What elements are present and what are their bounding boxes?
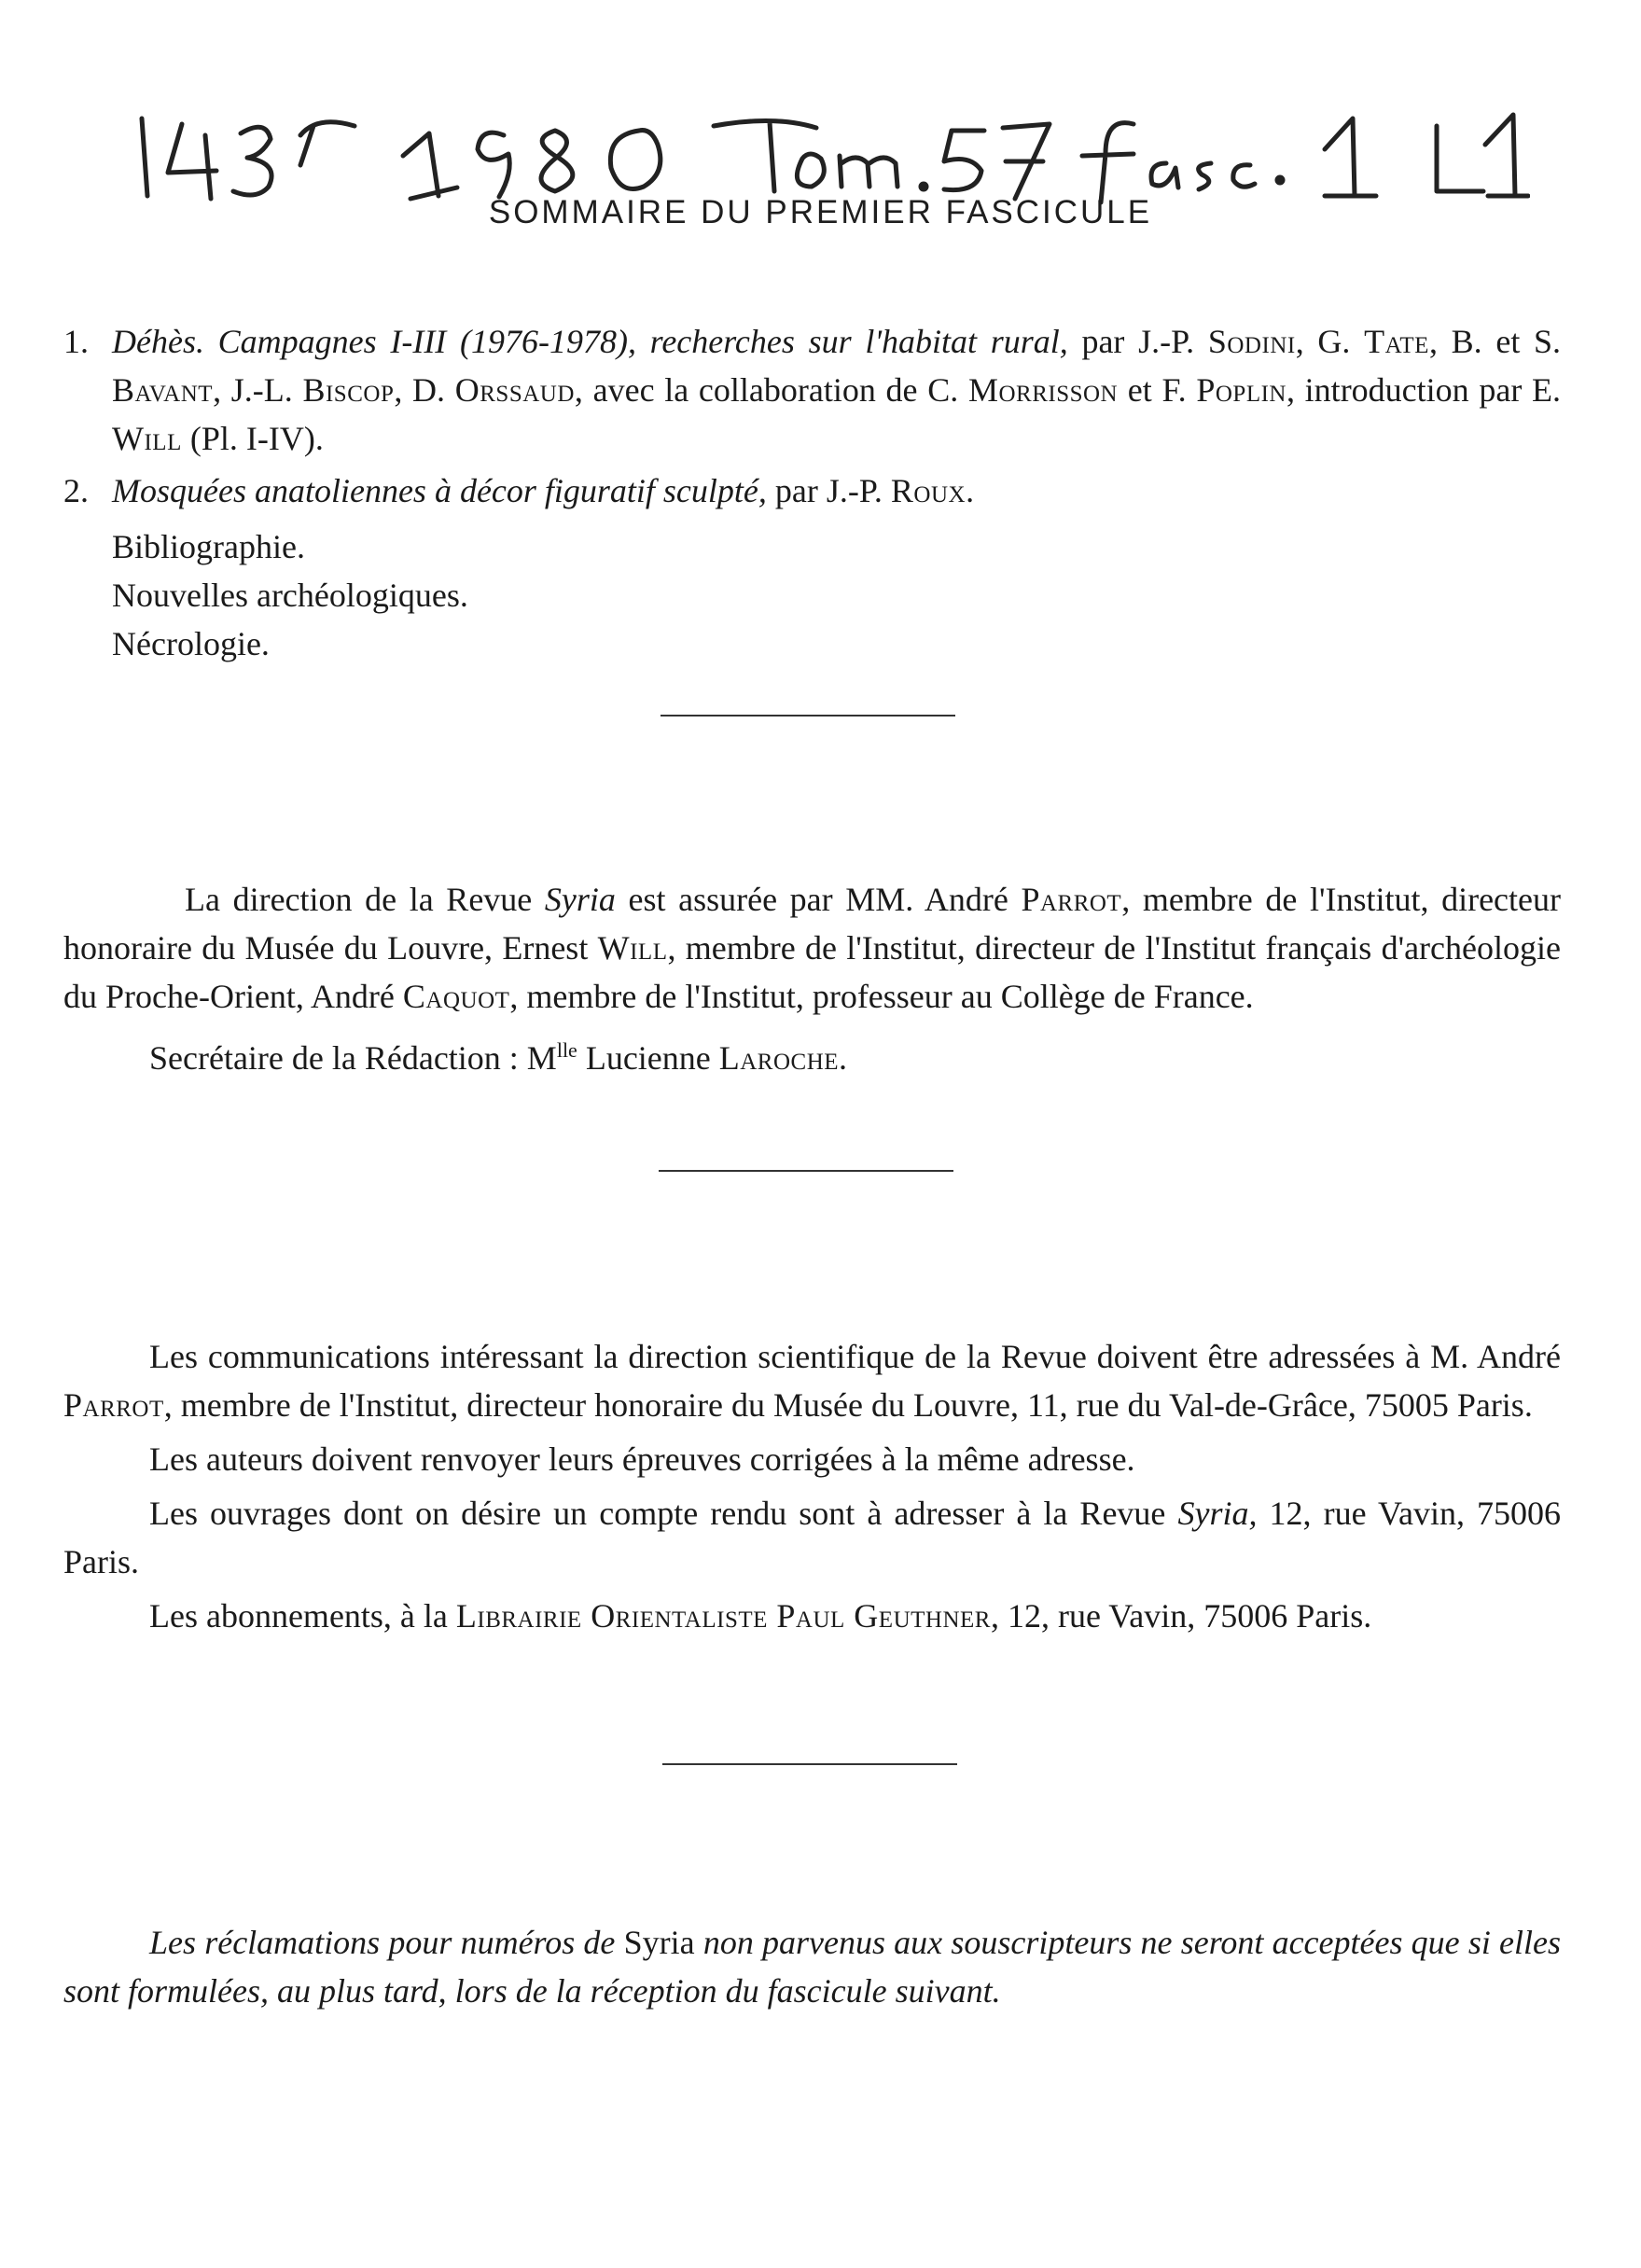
text: Secrétaire de la Rédaction : M	[149, 1039, 557, 1077]
text: , G.	[1295, 323, 1351, 360]
text: , membre de l'Institut, directeur honoraire du Musée du Louvre, 11, rue du Val-de-Grâce, 75005 Paris.	[163, 1386, 1533, 1424]
text: , J.-L.	[213, 371, 293, 409]
text: , B. et S.	[1428, 323, 1562, 360]
person-name: Caquot	[402, 978, 510, 1015]
text: Les réclamations pour numéros de	[149, 1924, 616, 1961]
secretary-line	[63, 1026, 1561, 1082]
text: 12, rue Vavin, 75006 Paris.	[63, 1495, 1562, 1580]
text: Les abonnements, à la	[149, 1597, 448, 1635]
text: .	[966, 472, 975, 509]
text: , introduction par E.	[1286, 371, 1562, 409]
text: est assurée par MM. André	[628, 881, 1008, 918]
person-name: Laroche	[718, 1039, 840, 1077]
article-title: Déhès. Campagnes I-III (1976-1978), recherches sur l'habitat rural,	[112, 323, 1068, 360]
toc-item-number: 2.	[63, 472, 89, 509]
text: , membre de l'Institut, professeur au Collège de France.	[509, 978, 1254, 1015]
journal-name: Syria	[623, 1924, 695, 1961]
person-name: Parrot	[63, 1386, 164, 1424]
author-name: Tate	[1364, 323, 1429, 360]
table-of-contents	[63, 317, 1561, 668]
toc-extra-necrologie: Nécrologie.	[112, 625, 270, 662]
superscript: lle	[556, 1038, 577, 1062]
text: Les ouvrages dont on désire un compte rendu sont à adresser à la Revue	[149, 1495, 1166, 1532]
text: Lucienne	[585, 1039, 711, 1077]
author-name: Poplin	[1196, 371, 1286, 409]
text: , membre de l'Institut, directeur de l'Institut français d'archéologie du Proche-Orient, André	[63, 929, 1561, 1015]
toc-extra-nouvelles: Nouvelles archéologiques.	[112, 577, 468, 614]
reclamations-paragraph	[63, 1918, 1561, 2015]
separator-rule	[662, 1763, 957, 1765]
journal-name: Syria	[544, 881, 616, 918]
author-name: Sodini	[1207, 323, 1296, 360]
text: par J.-P.	[1081, 323, 1195, 360]
author-name: Bavant	[112, 371, 214, 409]
separator-rule	[661, 715, 955, 717]
text: , avec la collaboration de C.	[574, 371, 959, 409]
toc-item-number: 1.	[63, 323, 89, 360]
separator-rule	[659, 1170, 953, 1172]
toc-extras	[63, 522, 1561, 668]
person-name: Will	[597, 929, 668, 967]
toc-item-2	[63, 466, 1561, 515]
text: .	[839, 1039, 848, 1077]
reviews-paragraph	[63, 1489, 1561, 1586]
publisher-name: Librairie Orientaliste Paul Geuthner	[455, 1597, 991, 1635]
text: , 12, rue Vavin, 75006 Paris.	[990, 1597, 1372, 1635]
text: et F.	[1118, 371, 1187, 409]
author-name: Roux	[890, 472, 967, 509]
text: , membre de l'Institut, directeur honoraire du Musée du Louvre, Ernest	[63, 881, 1561, 967]
toc-extra-bibliographie: Bibliographie.	[112, 528, 305, 565]
text: La direction de la Revue	[185, 881, 533, 918]
toc-item-1	[63, 317, 1561, 463]
page-title: SOMMAIRE DU PREMIER FASCICULE	[488, 194, 1153, 230]
text: non parvenus aux souscripteurs ne seront acceptées que si elles sont formulées, au plus tard, lors de la réception du fascicule suivant.	[63, 1924, 1562, 2010]
communications-section	[63, 1332, 1561, 1640]
text: Les communications intéressant la direction scientifique de la Revue doivent être adressées à M. André	[149, 1338, 1561, 1375]
direction-paragraph	[63, 875, 1561, 1021]
proofs-paragraph: Les auteurs doivent renvoyer leurs épreuves corrigées à la même adresse.	[149, 1440, 1135, 1478]
author-name: Morrisson	[967, 371, 1119, 409]
author-name: Orssaud	[454, 371, 575, 409]
journal-name: Syria,	[1177, 1495, 1258, 1532]
direction-section	[63, 875, 1561, 1082]
text: , D.	[394, 371, 446, 409]
author-name: Will	[112, 420, 182, 457]
handwritten-annotation	[131, 98, 1530, 210]
article-title: Mosquées anatoliennes à décor figuratif sculpté,	[112, 472, 767, 509]
handwriting-graphic	[131, 98, 1530, 210]
person-name: Parrot	[1021, 881, 1122, 918]
subscriptions-paragraph	[63, 1592, 1561, 1640]
author-name: Biscop	[302, 371, 395, 409]
text: (Pl. I-IV).	[181, 420, 324, 457]
text: par J.-P.	[774, 472, 883, 509]
communications-paragraph	[63, 1332, 1561, 1429]
reclamations-section	[63, 1918, 1561, 2015]
